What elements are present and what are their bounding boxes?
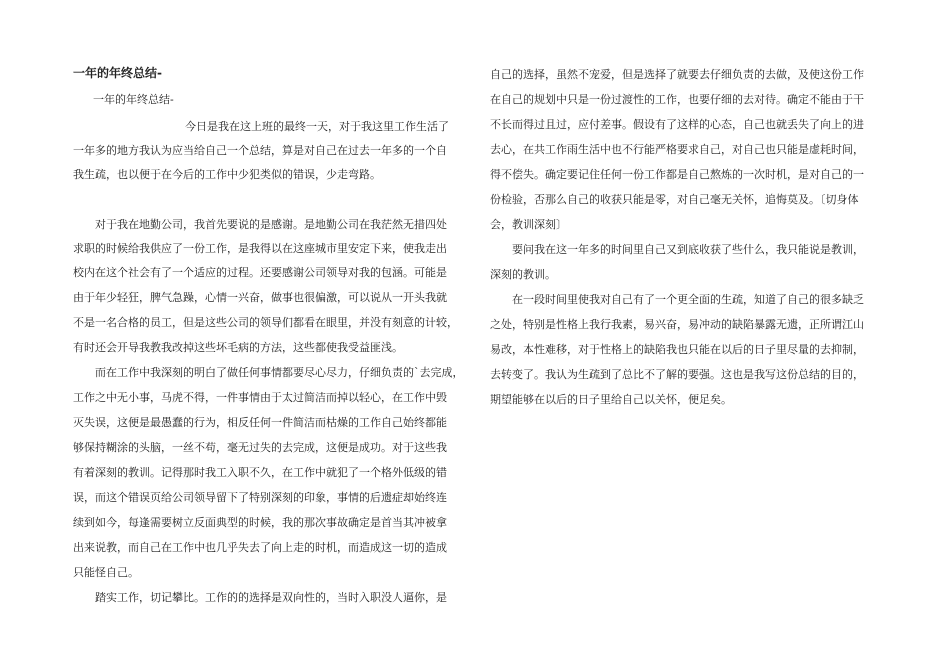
paragraph-line: 在自己的规划中只是一份过渡性的工作，也要仔细的去对待。确定不能由于干 [490,93,864,106]
paragraph-line: 去心，在共工作雨生活中也不行能严格要求自己，对自己也只能是虚耗时间， [490,143,864,156]
document-subtitle: 一年的年终总结- [93,93,174,106]
paragraph-line: 工作之中无小事，马虎不得，一件事情由于太过简洁而掉以轻心，在工作中毁 [73,391,447,404]
paragraph-line: 出来说教，而自己在工作中也几乎失去了向上走的时机，而造成这一切的造成 [73,541,447,554]
paragraph-line: 误，而这个错误页给公司领导留下了特别深刻的印象，事情的后遗症却始终连 [73,491,447,504]
paragraph-line: 今日是我在这上班的最终一天，对于我这里工作生活了 [185,120,449,133]
paragraph-line: 不是一名合格的员工，但是这些公司的领导们都看在眼里，并没有刻意的计较， [73,316,458,329]
paragraph-line: 我生疏，也以便于在今后的工作中少犯类似的错误，少走弯路。 [73,168,381,181]
paragraph-line: 续到如今，每逢需要树立反面典型的时候，我的那次事故确定是首当其冲被拿 [73,516,447,529]
paragraph-line: 自己的选择，虽然不宠爱，但是选择了就要去仔细负责的去做，及使这份工作 [490,68,864,81]
paragraph-line: 之处，特别是性格上我行我素，易兴奋，易冲动的缺陷暴露无遗，正所谓江山 [490,318,864,331]
paragraph-line: 够保持糊涂的头脑，一丝不苟，毫无过失的去完成，这便是成功。对于这些我 [73,441,447,454]
paragraph-line: 在一段时间里使我对自己有了一个更全面的生疏，知道了自己的很多缺乏 [512,293,864,306]
paragraph-line: 有时还会开导我教我改掉这些坏毛病的方法，这些都使我受益匪浅。 [73,341,403,354]
paragraph-line: 踏实工作，切记攀比。工作的的选择是双向性的，当时入职没人逼你，是 [95,591,447,604]
paragraph-line: 一年多的地方我认为应当给自己一个总结，算是对自己在过去一年多的一个自 [73,144,447,157]
paragraph-line: 易改，本性难移，对于性格上的缺陷我也只能在以后的日子里尽量的去抑制， [490,343,864,356]
paragraph-line: 要问我在这一年多的时间里自己又到底收获了些什么，我只能说是教训， [512,243,864,256]
paragraph-line: 有着深刻的教训。记得那时我工入职不久，在工作中就犯了一个格外低级的错 [73,466,447,479]
paragraph-line: 对于我在地勤公司，我首先要说的是感谢。是地勤公司在我茫然无措四处 [95,218,447,231]
paragraph-line: 期望能够在以后的日子里给自己以关怀，便足矣。 [490,393,732,406]
paragraph-line: 会，教训深刻〕 [490,218,567,231]
paragraph-line: 深刻的教训。 [490,268,556,281]
paragraph-line: 不长而得过且过，应付差事。假设有了这样的心态，自己也就丢失了向上的进 [490,118,864,131]
paragraph-line: 校内在这个社会有了一个适应的过程。还要感谢公司领导对我的包涵。可能是 [73,266,447,279]
paragraph-line: 去转变了。我认为生疏到了总比不了解的要强。这也是我写这份总结的目的， [490,368,864,381]
paragraph-line: 灭失误，这便是最愚蠢的行为，相反任何一件简洁而枯燥的工作自己始终都能 [73,416,447,429]
paragraph-line: 得不偿失。确定要记住任何一份工作都是自己熬炼的一次时机，是对自己的一 [490,168,864,181]
paragraph-line: 由于年少轻狂，脾气急躁，心情一兴奋，做事也很偏激，可以说从一开头我就 [73,291,447,304]
paragraph-line: 求职的时候给我供应了一份工作，是我得以在这座城市里安定下来，使我走出 [73,242,447,255]
paragraph-line: 份检验，否那么自己的收获只能是零，对自己毫无关怀，追悔莫及。〔切身体 [490,193,859,206]
paragraph-line: 而在工作中我深刻的明白了做任何事情都要尽心尽力，仔细负责的`去完成， [95,366,464,379]
document-title: 一年的年终总结- [73,66,162,80]
paragraph-line: 只能怪自己。 [73,566,139,579]
